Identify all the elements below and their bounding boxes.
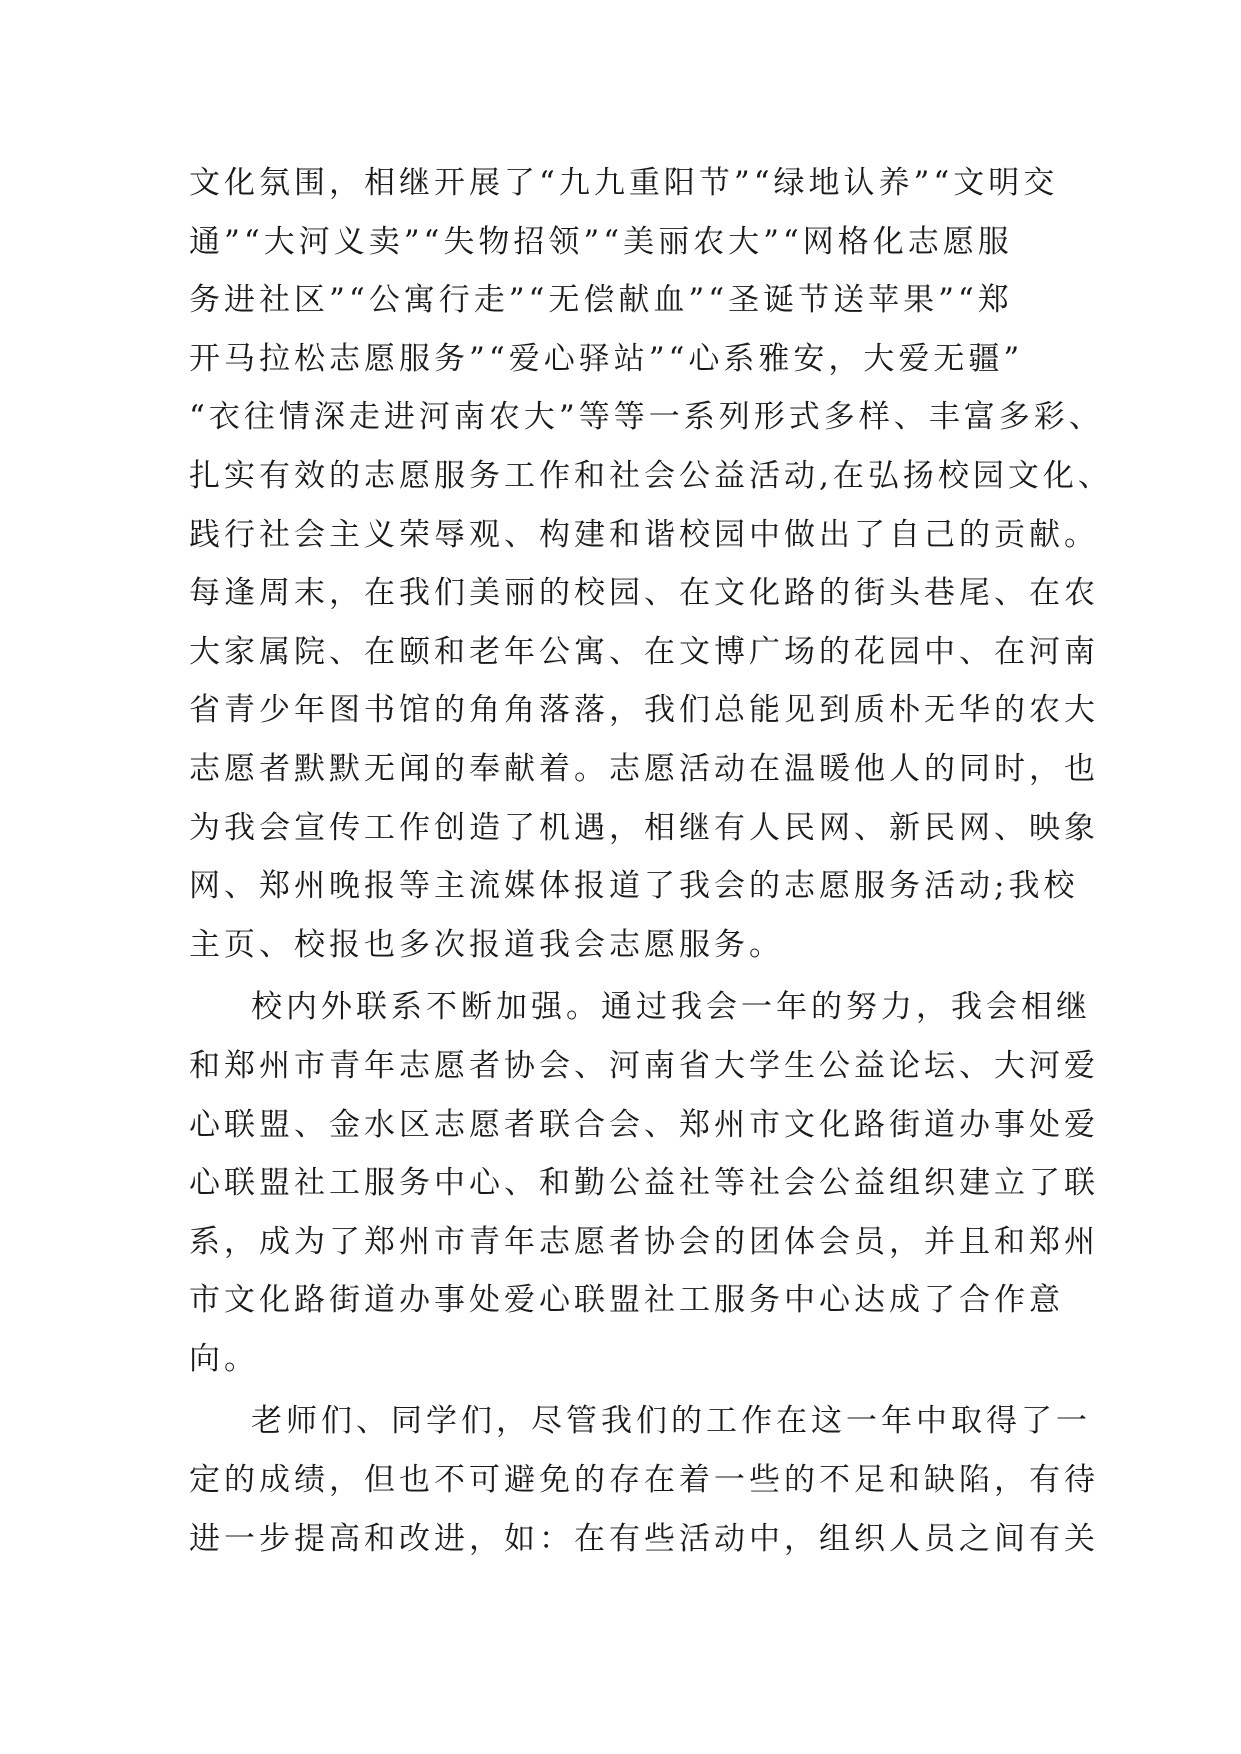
document-body <box>189 154 1113 1568</box>
text-line: 务进社区”“公寓行走”“无偿献血”“圣诞节送苹果”“郑 <box>189 282 1013 319</box>
text-line: “衣往情深走进河南农大”等等一系列形式多样、丰富多彩、 <box>189 399 1104 436</box>
text-line: 主页、校报也多次报道我会志愿服务。 <box>189 926 784 963</box>
text-line: 向。 <box>189 1340 259 1377</box>
paragraph-3 <box>189 1392 1099 1568</box>
text-line: 每逢周末，在我们美丽的校园、在文化路的街头巷尾、在农 <box>189 575 1099 612</box>
text-line: 文化氛围，相继开展了“九九重阳节”“绿地认养”“文明交 <box>189 165 1059 201</box>
text-line: 和郑州市青年志愿者协会、河南省大学生公益论坛、大河爱 <box>189 1047 1099 1084</box>
text-line: 心联盟社工服务中心、和勤公益社等社会公益组织建立了联 <box>189 1165 1099 1202</box>
text-line: 系，成为了郑州市青年志愿者协会的团体会员，并且和郑州 <box>189 1223 1099 1260</box>
text-line-first: 老师们、同学们，尽管我们的工作在这一年中取得了一 <box>251 1403 1091 1440</box>
text-line: 心联盟、金水区志愿者联合会、郑州市文化路街道办事处爱 <box>189 1106 1099 1143</box>
text-line: 开马拉松志愿服务”“爱心驿站”“心系雅安，大爱无疆” <box>189 340 1024 377</box>
text-line: 定的成绩，但也不可避免的存在着一些的不足和缺陷，有待 <box>189 1462 1099 1499</box>
text-line: 为我会宣传工作创造了机遇，相继有人民网、新民网、映象 <box>189 809 1099 846</box>
text-line: 扎实有效的志愿服务工作和社会公益活动,在弘扬校园文化、 <box>189 457 1113 494</box>
text-line-first: 校内外联系不断加强。通过我会一年的努力，我会相继 <box>251 989 1091 1026</box>
text-line: 大家属院、在颐和老年公寓、在文博广场的花园中、在河南 <box>189 633 1099 670</box>
text-line: 通”“大河义卖”“失物招领”“美丽农大”“网格化志愿服 <box>189 223 1013 260</box>
text-line: 市文化路街道办事处爱心联盟社工服务中心达成了合作意 <box>189 1282 1064 1319</box>
text-line: 志愿者默默无闻的奉献着。志愿活动在温暖他人的同时，也 <box>189 750 1099 787</box>
text-line: 省青少年图书馆的角角落落，我们总能见到质朴无华的农大 <box>189 692 1099 729</box>
text-line: 践行社会主义荣辱观、构建和谐校园中做出了自己的贡献。 <box>189 516 1099 553</box>
paragraph-2 <box>189 978 1099 1388</box>
paragraph-1 <box>189 154 1113 974</box>
text-line: 网、郑州晚报等主流媒体报道了我会的志愿服务活动;我校 <box>189 868 1079 905</box>
text-line: 进一步提高和改进，如：在有些活动中，组织人员之间有关 <box>189 1520 1099 1557</box>
